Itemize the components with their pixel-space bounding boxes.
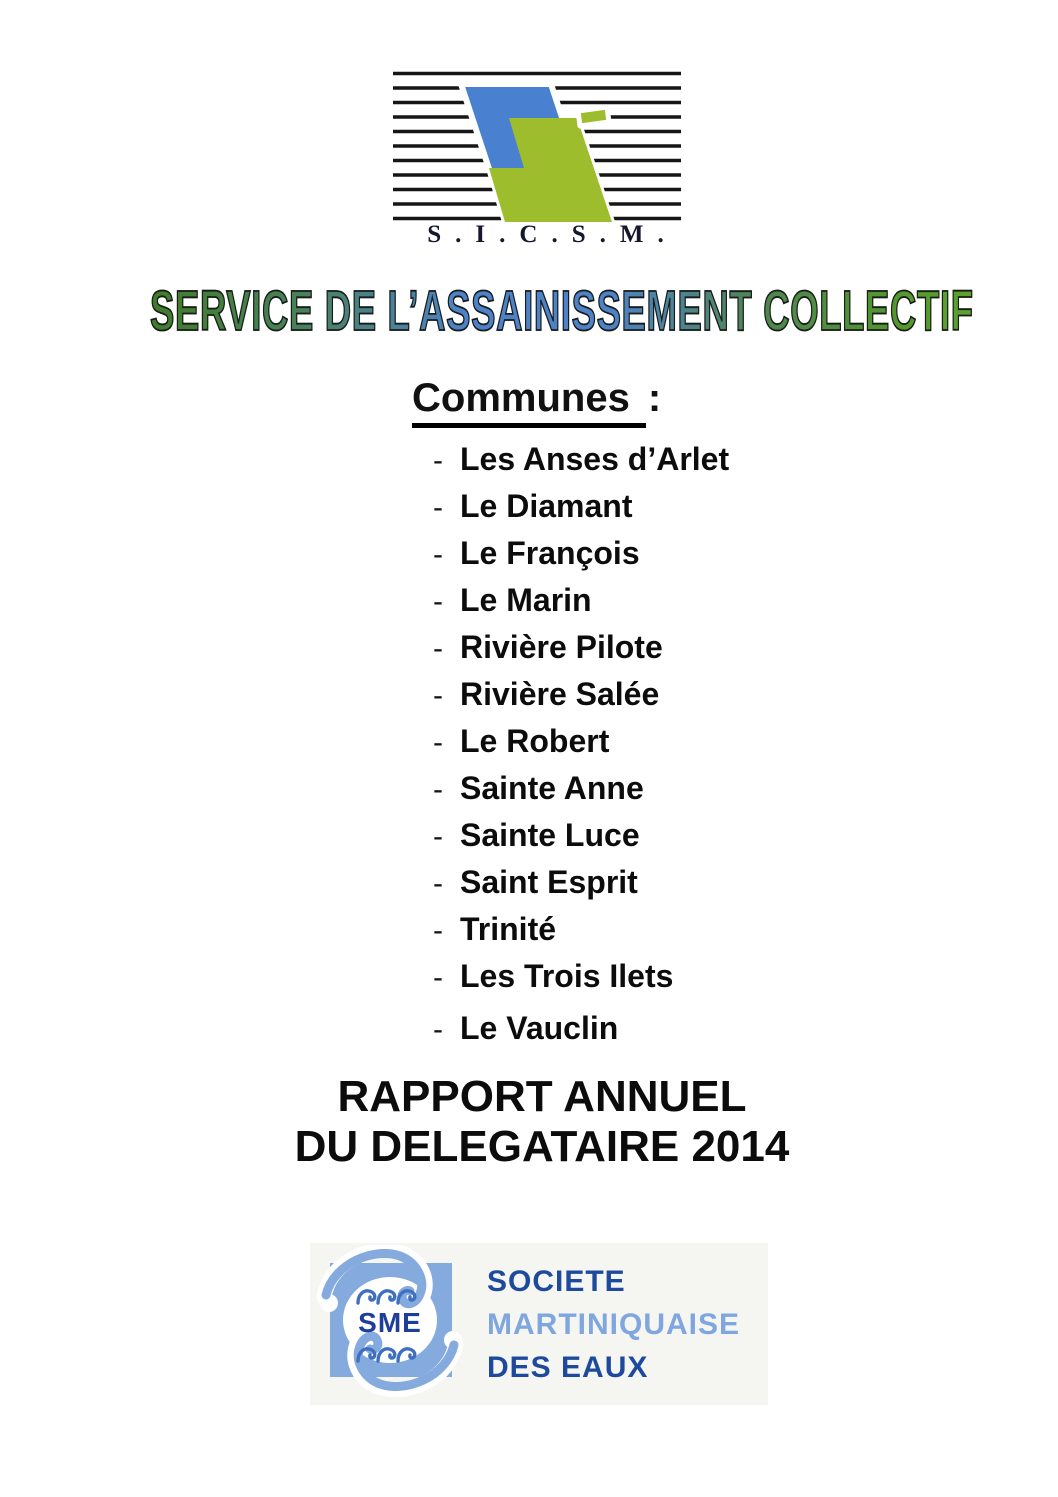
commune-label: Rivière Pilote — [460, 629, 663, 665]
sme-acronym: SME — [358, 1307, 422, 1338]
dash-bullet: - — [433, 961, 443, 994]
commune-item — [433, 671, 729, 718]
dash-bullet: - — [433, 867, 443, 900]
report-title — [13, 1072, 1058, 1172]
commune-item — [433, 859, 729, 906]
commune-item — [433, 577, 729, 624]
sme-logo-block — [310, 1243, 768, 1405]
communes-heading-text: Communes — [412, 376, 646, 428]
dash-bullet: - — [433, 585, 443, 618]
sicsm-acronym: S.I.C.S.M. — [427, 221, 678, 248]
dash-bullet: - — [433, 444, 443, 477]
dash-bullet: - — [433, 773, 443, 806]
commune-label: Le François — [460, 535, 640, 571]
commune-label: Les Anses d’Arlet — [460, 441, 730, 477]
dash-bullet: - — [433, 632, 443, 665]
commune-item — [433, 436, 729, 483]
commune-label: Rivière Salée — [460, 676, 660, 712]
commune-label: Sainte Anne — [460, 770, 644, 806]
report-title-line1: RAPPORT ANNUEL — [337, 1072, 747, 1121]
dash-bullet: - — [433, 914, 443, 947]
dash-bullet: - — [433, 491, 443, 524]
dash-bullet: - — [433, 726, 443, 759]
commune-label: Le Robert — [460, 723, 610, 759]
commune-item — [433, 906, 729, 953]
communes-heading — [412, 376, 661, 420]
commune-item — [433, 1005, 729, 1052]
communes-heading-colon: : — [647, 376, 662, 420]
dash-bullet: - — [433, 1013, 443, 1046]
commune-label: Le Marin — [460, 582, 592, 618]
sme-line-2: MARTINIQUAISE — [487, 1308, 740, 1341]
dash-bullet: - — [433, 679, 443, 712]
commune-item — [433, 530, 729, 577]
commune-label: Les Trois Ilets — [460, 958, 674, 994]
commune-label: Sainte Luce — [460, 817, 640, 853]
commune-item — [433, 765, 729, 812]
commune-label: Le Diamant — [460, 488, 633, 524]
commune-item — [433, 624, 729, 671]
commune-item — [433, 483, 729, 530]
commune-label: Trinité — [460, 911, 557, 947]
service-banner: SERVICE DE L’ASSAINISSEMENT COLLECTIF — [150, 279, 974, 343]
commune-label: Saint Esprit — [460, 864, 638, 900]
dash-bullet: - — [433, 820, 443, 853]
sme-logo-icon — [312, 1245, 468, 1401]
dash-bullet: - — [433, 538, 443, 571]
sme-line-1: SOCIETE — [487, 1265, 626, 1298]
commune-item — [433, 718, 729, 765]
communes-list — [433, 436, 729, 1052]
sme-company-name — [487, 1260, 740, 1389]
commune-item — [433, 812, 729, 859]
commune-item — [433, 953, 729, 1000]
commune-label: Le Vauclin — [460, 1010, 619, 1046]
report-title-line2: DU DELEGATAIRE 2014 — [294, 1122, 790, 1171]
sme-line-3: DES EAUX — [487, 1351, 649, 1384]
